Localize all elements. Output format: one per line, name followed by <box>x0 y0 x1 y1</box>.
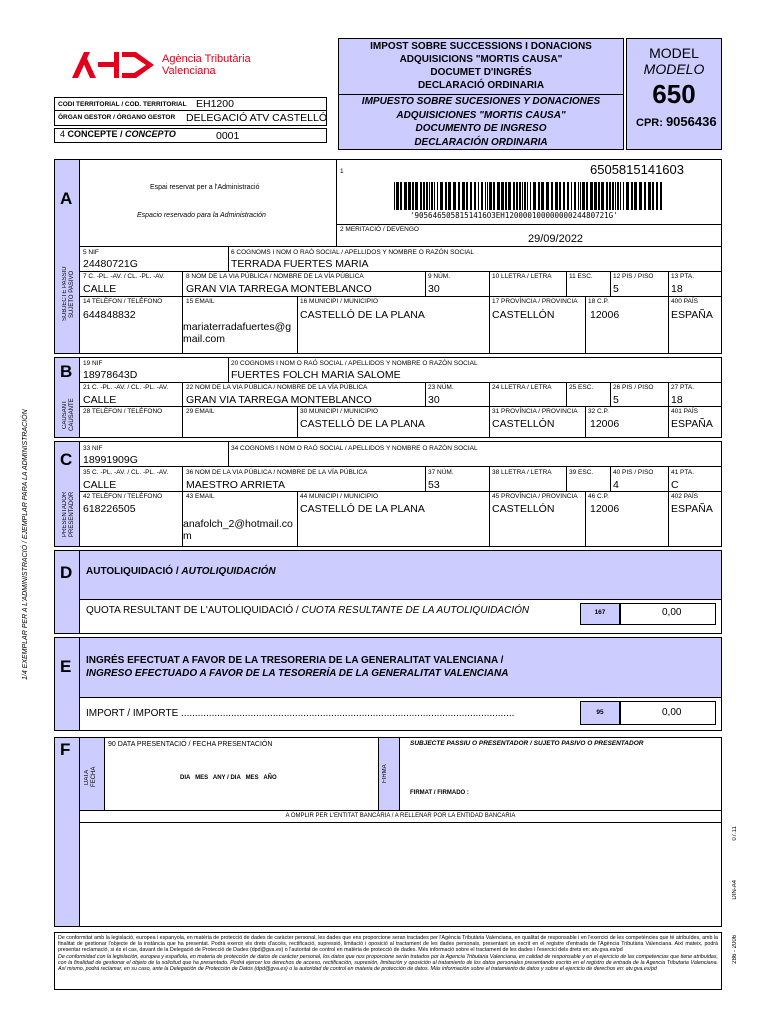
street-value: GRAN VIA TARREGA MONTEBLANCO <box>186 283 372 295</box>
pais-value: ESPAÑA <box>671 309 713 321</box>
nif-label: 5 NIF <box>83 249 99 256</box>
email-value: mariaterradafuertes@gmail.com <box>183 321 292 345</box>
barcode-bar <box>400 182 402 210</box>
barcode-bar <box>626 182 629 210</box>
barcode-bar <box>609 182 611 210</box>
section-d-title: AUTOLIQUIDACIÓ / AUTOLIQUIDACIÓN <box>86 566 276 577</box>
section-b-letter: B <box>60 362 73 381</box>
barcode-bar <box>493 182 495 210</box>
barcode-bar <box>615 182 616 210</box>
b-via-label: 21 C. -PL. -AV. / CL. -PL. -AV. <box>83 384 169 391</box>
b-via-value: CALLE <box>83 394 117 406</box>
side-exemplar-text: 1/4 EXEMPLAR PER A L'ADMINISTRACIÓ / EJEMPLAR PARA LA ADMINISTRACIÓN <box>22 409 29 680</box>
b-nif-value: 18978643D <box>83 369 138 381</box>
prov-label: 17 PROVÍNCIA / PROVINCIA <box>492 298 578 305</box>
name-label: 6 COGNOMS I NOM O RAÓ SOCIAL / APELLIDOS Y NOMBRE O RAZÓN SOCIAL <box>231 249 474 256</box>
model-label: MODEL <box>649 45 699 61</box>
organ-gestor-label: ÓRGAN GESTOR / ÓRGANO GESTOR <box>58 114 176 121</box>
section-e-title: INGRÉS EFECTUAT A FAVOR DE LA TRESORERIA DE LA GENERALITAT VALENCIANA / INGRESO EFECTUADO A FAVOR DE LA TESORERÍA DE LA GENERALITAT VALENCIANA <box>86 655 509 679</box>
tel-label: 14 TELÈFON / TELÉFONO <box>83 298 163 305</box>
barcode-bar <box>582 182 585 210</box>
barcode-bar <box>505 182 507 210</box>
model-number: 650 <box>652 79 696 109</box>
c-mun-label: 44 MUNICIPI / MUNICIPIO <box>300 493 379 500</box>
import-label: IMPORT / IMPORTE ........................................................................................................................ <box>86 708 515 719</box>
barcode-bar <box>574 182 576 210</box>
barcode-bar <box>594 182 597 210</box>
b-cp-value: 12006 <box>590 418 620 430</box>
firmat-label: FIRMAT / FIRMADO : <box>410 790 469 796</box>
barcode-bar <box>578 182 579 210</box>
nif-value: 24480721G <box>83 258 138 270</box>
barcode-bar <box>559 182 561 210</box>
b-cp-label: 32 C.P. <box>588 408 609 415</box>
b-nif-label: 19 NIF <box>83 360 103 367</box>
barcode-bar <box>524 182 526 210</box>
bank-label: A OMPLIR PER L'ENTITAT BANCÀRIA / A RELLENAR POR LA ENTIDAD BANCARIA <box>285 813 516 819</box>
prov-value: CASTELLÓN <box>492 309 555 321</box>
c-prov-value: CASTELLÓN <box>492 503 555 515</box>
c-pta-value: C <box>671 479 679 491</box>
tel-value: 644848832 <box>83 309 136 321</box>
piso-label: 12 PIS / PISO <box>613 273 654 280</box>
barcode-bar <box>497 182 500 210</box>
barcode-bar <box>586 182 588 210</box>
b-pta-value: 18 <box>671 394 683 406</box>
barcode-bar <box>481 182 483 210</box>
barcode-bar <box>601 182 604 210</box>
right-code-3: 286 - 2006 <box>732 935 738 964</box>
b-pais-value: ESPAÑA <box>671 418 713 430</box>
cp-label: 18 C.P. <box>588 298 609 305</box>
b-name-value: FUERTES FOLCH MARIA SALOME <box>231 369 401 381</box>
barcode-bar <box>533 182 536 210</box>
barcode-bar <box>519 182 521 210</box>
barcode-icon <box>392 182 664 210</box>
codi-territorial-value: EH1200 <box>196 98 234 110</box>
barcode-bar <box>617 182 619 210</box>
b-prov-value: CASTELLÓN <box>492 418 555 430</box>
street-label: 8 NOM DE LA VIA PÚBLICA / NOMBRE DE LA VÍA PÚBLICA <box>186 273 364 280</box>
b-mun-label: 30 MUNICIPI / MUNICIPIO <box>300 408 379 415</box>
c-name-label: 34 COGNOMS I NOM O RAÓ SOCIAL / APELLIDOS Y NOMBRE O RAZÓN SOCIAL <box>231 445 478 452</box>
barcode-bar <box>474 182 476 210</box>
pta-value: 18 <box>671 283 683 295</box>
pta-label: 13 PTA. <box>671 273 695 280</box>
import-code: 95 <box>596 709 604 716</box>
barcode-bar <box>612 182 614 210</box>
c-via-label: 35 C. -PL. -AV. / CL. -PL. -AV. <box>83 469 169 476</box>
email-label: 15 EMAIL <box>186 298 215 305</box>
section-f-letter: F <box>60 740 71 759</box>
c-nif-value: 18991909G <box>83 454 138 466</box>
b-num-value: 30 <box>428 394 440 406</box>
import-value: 0,00 <box>662 707 682 718</box>
num-label: 9 NÚM. <box>428 273 451 280</box>
section-a-side-label: SUBJECTE PASSIU SUJETO PASIVO <box>62 266 75 322</box>
barcode-bar <box>501 182 504 210</box>
barcode-bar <box>485 182 486 210</box>
barcode-bar <box>567 182 569 210</box>
c-pais-value: ESPAÑA <box>671 503 713 515</box>
b-email-label: 29 EMAIL <box>186 408 215 415</box>
right-code-1: 07.11 <box>732 826 738 841</box>
agency-logo <box>70 48 156 80</box>
barcode-bar <box>453 182 456 210</box>
barcode-bar <box>530 182 531 210</box>
bank-area <box>80 822 721 926</box>
c-pta-label: 41 PTA. <box>671 469 695 476</box>
barcode-bar <box>590 182 593 210</box>
c-piso-value: 4 <box>613 479 619 491</box>
barcode-bar <box>437 182 438 210</box>
concepte-label: 4 CONCEPTE / CONCEPTO <box>60 129 176 139</box>
c-email-value: anafolch_2@hotmail.com <box>183 518 293 542</box>
barcode-bar <box>541 182 544 210</box>
section-c-side-label: PRESENTADOR PRESENTADOR <box>62 491 75 537</box>
b-esc-label: 25 ESC. <box>569 384 594 391</box>
c-prov-label: 45 PROVÍNCIA / PROVINCIA <box>492 493 578 500</box>
section-e-letter: E <box>60 657 72 676</box>
data-side: DATA FECHA <box>84 766 97 788</box>
barcode-bar <box>644 182 646 210</box>
c-num-label: 37 NÚM. <box>428 469 454 476</box>
b-street-label: 22 NOM DE LA VIA PÚBLICA / NOMBRE DE LA VÍA PÚBLICA <box>186 384 368 391</box>
barcode-bar <box>448 182 451 210</box>
barcode-bar <box>487 182 488 210</box>
barcode-bar <box>660 182 662 210</box>
pais-label: 400 PAÍS <box>671 298 698 305</box>
via-label: 7 C. -PL. -AV. / CL. -PL. -AV. <box>83 273 165 280</box>
barcode-bar <box>620 182 621 210</box>
field1-num: 1 <box>340 168 344 175</box>
b-pta-label: 27 PTA. <box>671 384 695 391</box>
c-mun-value: CASTELLÓ DE LA PLANA <box>300 503 425 515</box>
barcode-bar <box>527 182 528 210</box>
barcode-bar <box>606 182 608 210</box>
b-prov-label: 31 PROVÍNCIA / PROVINCIA <box>492 408 578 415</box>
num-value: 30 <box>428 283 440 295</box>
barcode-bar <box>489 182 492 210</box>
c-nif-label: 33 NIF <box>83 445 103 452</box>
date-label: 90 DATA PRESENTACIÓ / FECHA PRESENTACIÓN <box>108 741 273 748</box>
barcode-bar <box>423 182 425 210</box>
firma-side: FIRMA <box>382 764 388 784</box>
barcode-bar <box>551 182 553 210</box>
piso-value: 5 <box>613 283 619 295</box>
barcode-bar <box>466 182 468 210</box>
barcode-bar <box>580 182 581 210</box>
barcode-bar <box>538 182 540 210</box>
reserved-es: Espacio reservado para la Administración <box>137 212 266 219</box>
section-a-letter: A <box>60 189 73 208</box>
barcode-bar <box>513 182 515 210</box>
barcode-bar <box>634 182 637 210</box>
mun-label: 16 MUNICIPI / MUNICIPIO <box>300 298 379 305</box>
reserved-val: Espai reservat per a l'Administració <box>150 184 260 191</box>
modelo-label: MODELO <box>643 61 705 77</box>
section-d-letter: D <box>60 563 73 582</box>
barcode-bar <box>516 182 518 210</box>
section-c-letter: C <box>60 450 73 469</box>
meritacio-label: 2 MERITACIÓ / DEVENGO <box>340 226 419 233</box>
mun-value: CASTELLÓ DE LA PLANA <box>300 309 425 321</box>
title-spanish: IMPUESTO SOBRE SUCESIONES Y DONACIONES ADQUISICIONES "MORTIS CAUSA" DOCUMENTO DE INGRESO DECLARACIÓN ORDINARIA <box>361 96 601 148</box>
title-valencian: IMPOST SOBRE SUCCESSIONS I DONACIONS ADQUISICIONS "MORTIS CAUSA" DOCUMET D'INGRÉS DECLARACIÓ ORDINARIA <box>370 41 592 91</box>
cp-value: 12006 <box>590 309 620 321</box>
barcode-bar <box>434 182 435 210</box>
c-letra-label: 38 LLETRA / LETRA <box>492 469 552 476</box>
b-piso-label: 26 PIS / PISO <box>613 384 654 391</box>
barcode-bar <box>412 182 414 210</box>
c-email-label: 43 EMAIL <box>186 493 215 500</box>
footer-legal: De conformitat amb la legislació, europea i espanyola, en matèria de protecció de dades de caràcter personal, les dades que ens proporcione seran tractades per l'Agència Tributària Valenciana, en qualitat de responsable i en l'exercici de les competències que té atribuïdes, amb la finalitat de gestionar l'objecte de la instància que ha presentat. Podrà exercir els drets d'accés, rectificació, supressió, limitació i oposició al tractament de les dades personals, presentant un escrit en el registre d'entrada de l'Agència Tributària Valenciana. Així mateix, podrà presentar reclamació, si és el cas, davant de la Delegació de Protecció de Dades (dpd@gva.es) o l'autoritat de control en matèria de protecció de dades. Més informació sobre el tractament de les dades i l'exercici dels drets en: atv.gva.es/pd De conformidad con la legislación, europea y española, en materia de protección de datos de carácter personal, los datos que nos proporcione serán tratados por la Agencia Tributaria Valenciana, en calidad de responsable y en el ejercicio de las competencias que tiene atribuidas, con la finalidad de gestionar el objeto de la solicitud que ha presentado. Podrá ejercer los derechos de acceso, rectificación, supresión, limitación y oposición al tratamiento de los datos personales presentando escrito en el registro de entrada de la Agencia Tributaria Valenciana. Así mismo, podrá reclamar, en su caso, ante la Delegación de Protección de Datos (dpd@gva.es) o la autoridad de control en materia de protección de datos. Más información sobre el tratamiento de datos y sobre el ejercicio de derechos en: atv.gva.es/pd <box>54 932 722 990</box>
quota-code: 167 <box>594 609 606 616</box>
barcode <box>392 182 664 210</box>
barcode-bar <box>445 182 447 210</box>
subject-label: SUBJECTE PASSIU O PRESENTADOR / SUJETO PASIVO O PRESENTADOR <box>410 740 644 747</box>
quota-label: QUOTA RESULTANT DE L'AUTOLIQUIDACIÓ / CUOTA RESULTANTE DE LA AUTOLIQUIDACIÓN <box>86 605 530 616</box>
b-tel-label: 28 TELÈFON / TELÉFONO <box>83 408 163 415</box>
barcode-bar <box>420 182 422 210</box>
barcode-bar <box>648 182 651 210</box>
b-name-label: 20 COGNOMS I NOM O RAÓ SOCIAL / APELLIDOS Y NOMBRE O RAZÓN SOCIAL <box>231 360 478 367</box>
barcode-bar <box>440 182 443 210</box>
barcode-bar <box>623 182 624 210</box>
c-esc-label: 39 ESC. <box>569 469 594 476</box>
c-via-value: CALLE <box>83 479 117 491</box>
c-cp-label: 46 C.P. <box>588 493 609 500</box>
barcode-bar <box>470 182 472 210</box>
section-b-side-label: CAUSANT CAUSANTE <box>62 398 75 432</box>
c-num-value: 53 <box>428 479 440 491</box>
barcode-bar <box>396 182 399 210</box>
barcode-bar <box>652 182 654 210</box>
barcode-bar <box>571 182 572 210</box>
barcode-bar <box>404 182 407 210</box>
barcode-bar <box>394 182 395 210</box>
right-code-2: DIN-A4 <box>732 880 738 900</box>
barcode-bar <box>431 182 433 210</box>
barcode-bar <box>639 182 642 210</box>
c-tel-value: 618226505 <box>83 503 136 515</box>
b-num-label: 23 NÚM. <box>428 384 454 391</box>
b-letra-label: 24 LLETRA / LETRA <box>492 384 552 391</box>
barcode-bar <box>563 182 565 210</box>
barcode-bar <box>429 182 430 210</box>
barcode-bar <box>546 182 549 210</box>
barcode-bar <box>508 182 511 210</box>
date-parts: DIA MES ANY / DIA MES AÑO <box>180 775 277 781</box>
barcode-bar <box>408 182 411 210</box>
c-street-value: MAESTRO ARRIETA <box>186 479 285 491</box>
name-value: TERRADA FUERTES MARIA <box>231 258 369 270</box>
barcode-bar <box>598 182 600 210</box>
b-street-value: GRAN VIA TARREGA MONTEBLANCO <box>186 394 372 406</box>
c-cp-value: 12006 <box>590 503 620 515</box>
c-street-label: 36 NOM DE LA VIA PÚBLICA / NOMBRE DE LA VÍA PÚBLICA <box>186 469 368 476</box>
c-tel-label: 42 TELÈFON / TELÉFONO <box>83 493 163 500</box>
c-piso-label: 40 PIS / PISO <box>613 469 654 476</box>
b-mun-value: CASTELLÓ DE LA PLANA <box>300 418 425 430</box>
barcode-bar <box>478 182 479 210</box>
barcode-bar <box>458 182 460 210</box>
barcode-bar <box>522 182 523 210</box>
c-pais-label: 402 PAÍS <box>671 493 698 500</box>
cpr: CPR: 9056436 <box>636 114 717 129</box>
barcode-bar <box>555 182 558 210</box>
letra-label: 10 LLETRA / LETRA <box>492 273 552 280</box>
b-piso-value: 5 <box>613 394 619 406</box>
b-pais-label: 401 PAÍS <box>671 408 698 415</box>
barcode-text: '9056465058151416O3EH12000010000000024480721G' <box>410 211 618 220</box>
atv-logo-icon <box>70 48 156 80</box>
esc-label: 11 ESC. <box>569 273 593 280</box>
quota-value: 0,00 <box>662 607 682 618</box>
organ-gestor-value: DELEGACIÓ ATV CASTELLÓ <box>186 112 328 124</box>
barcode-bar <box>631 182 633 210</box>
agency-name: Agència Tributària Valenciana <box>162 53 251 77</box>
barcode-bar <box>415 182 418 210</box>
barcode-bar <box>462 182 465 210</box>
codi-territorial-label: CODI TERRITORIAL / COD. TERRITORIAL <box>58 101 187 108</box>
via-value: CALLE <box>83 283 117 295</box>
meritacio-value: 29/09/2022 <box>528 233 584 245</box>
barcode-bar <box>656 182 658 210</box>
concepte-value: 0001 <box>216 130 240 142</box>
barcode-bar <box>426 182 428 210</box>
doc-number: 6505815141603 <box>590 162 684 177</box>
